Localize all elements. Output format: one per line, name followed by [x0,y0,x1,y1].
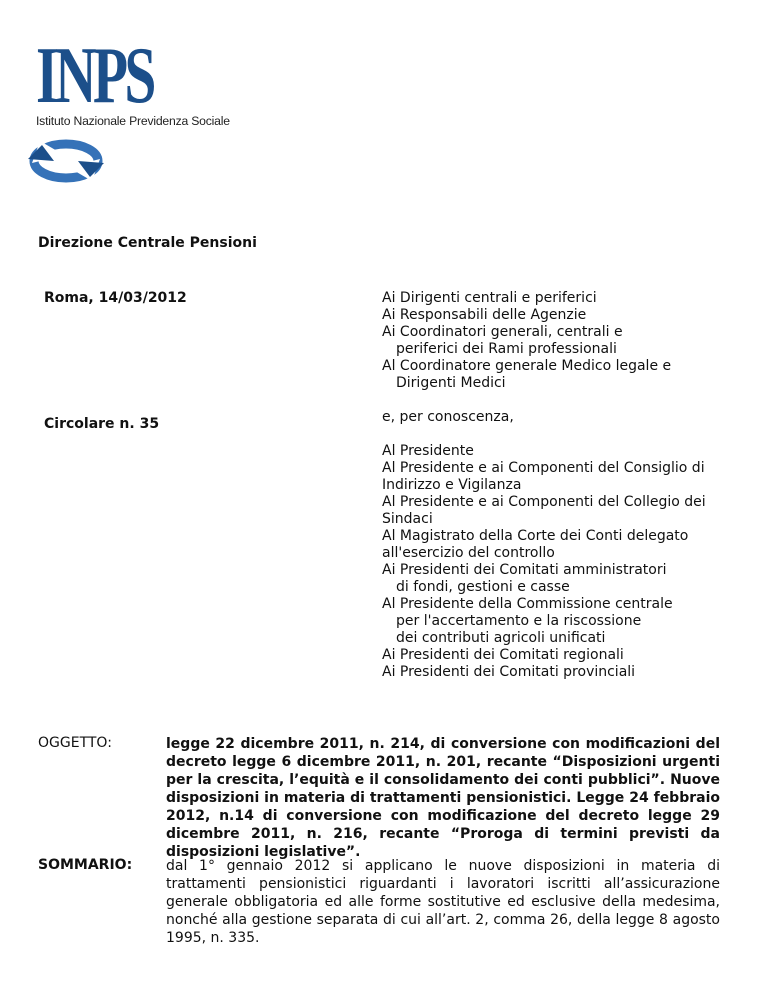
oggetto-label: OGGETTO: [38,735,112,751]
recipient-line: Al Presidente e ai Componenti del Collegio dei [382,494,706,510]
recipient-line: Al Magistrato della Corte dei Conti delegato [382,528,689,544]
place-date: Roma, 14/03/2012 [44,290,187,306]
recipient-line: Al Coordinatore generale Medico legale e [382,358,672,374]
secondary-recipients [382,443,722,681]
logo-subtitle: Istituto Nazionale Previdenza Sociale [36,114,230,128]
recipient-line: Ai Dirigenti centrali e periferici [382,290,597,306]
recipient-line: Sindaci [382,511,433,527]
recipient-line: Ai Presidenti dei Comitati provinciali [382,664,636,680]
recipient-line: periferici dei Rami professionali [396,341,617,357]
sommario-text: dal 1° gennaio 2012 si applicano le nuove disposizioni in materia di trattamenti pensionistici riguardanti i lavoratori iscritti all’assicurazione generale obbligatoria ed alle forme sostitutive ed esclusive della medesima, nonché alla gestione separata di cui all’art. 2, comma 26, della legge 8 agosto 1995, n. 335. [166,858,720,946]
logo-wordmark: INPS [36,32,153,120]
recipient-line: Al Presidente della Commissione centrale [382,596,673,612]
inps-circular-arrows-icon [24,133,108,189]
recipient-line: Ai Coordinatori generali, centrali e [382,324,623,340]
recipient-line: Dirigenti Medici [396,375,506,391]
recipient-line: dei contributi agricoli unificati [396,630,606,646]
for-info-label: e, per conoscenza, [382,409,514,425]
sommario-label: SOMMARIO: [38,857,133,873]
primary-recipients [382,290,722,392]
recipient-line: Ai Presidenti dei Comitati amministratori [382,562,667,578]
recipient-line: Al Presidente [382,443,474,459]
recipient-line: Al Presidente e ai Componenti del Consiglio di [382,460,705,476]
recipient-line: Indirizzo e Vigilanza [382,477,522,493]
recipient-line: di fondi, gestioni e casse [396,579,570,595]
department-name: Direzione Centrale Pensioni [38,235,257,251]
oggetto-text: legge 22 dicembre 2011, n. 214, di conversione con modificazioni del decreto legge 6 dicembre 2011, n. 201, recante “Disposizioni urgenti per la crescita, l’equità e il consolidamento dei conti pubblici”. Nuove disposizioni in materia di trattamenti pensionistici. Legge 24 febbraio 2012, n.14 di conversione con modificazione del decreto legge 29 dicembre 2011, n. 216, recante “Proroga di termini previsti da disposizioni legislative”. [166,736,720,860]
recipient-line: per l'accertamento e la riscossione [396,613,642,629]
recipient-line: Ai Responsabili delle Agenzie [382,307,587,323]
circular-number: Circolare n. 35 [44,416,160,432]
recipient-line: all'esercizio del controllo [382,545,555,561]
inps-logo [34,32,254,190]
recipient-line: Ai Presidenti dei Comitati regionali [382,647,624,663]
